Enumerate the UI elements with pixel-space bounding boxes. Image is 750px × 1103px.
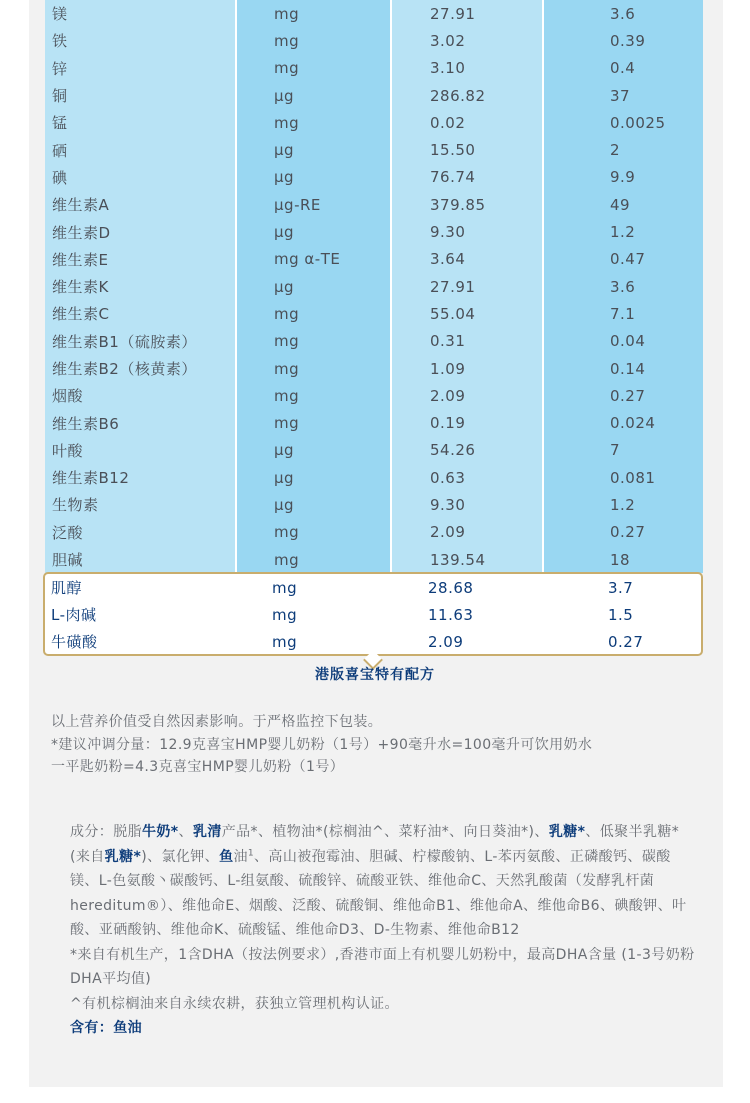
nutrient-unit: mg [272, 578, 298, 597]
nutrient-unit: mg [237, 27, 392, 54]
allergen-note: 含有：鱼油 [70, 1020, 142, 1036]
nutrition-notes [51, 711, 711, 779]
nutrient-unit: mg [237, 55, 392, 82]
nutrient-per-100g: 286.82 [392, 82, 544, 109]
nutrient-unit: μg [237, 437, 392, 464]
nutrient-per-100ml: 0.27 [544, 519, 703, 546]
note-line: *建议冲调分量：12.9克喜宝HMP婴儿奶粉（1号）+90毫升水=100毫升可饮用奶水 [51, 736, 593, 753]
nutrient-unit: mg [237, 546, 392, 573]
nutrient-name: 牛磺酸 [51, 633, 98, 651]
nutrient-per-100g: 3.64 [392, 246, 544, 273]
nutrient-name: 维生素A [45, 191, 237, 218]
nutrient-per-100ml: 0.4 [544, 55, 703, 82]
nutrient-per-100g: 27.91 [392, 273, 544, 300]
nutrient-per-100g: 2.09 [428, 632, 464, 651]
nutrient-per-100g: 55.04 [392, 300, 544, 327]
nutrient-per-100ml: 37 [544, 82, 703, 109]
nutrient-per-100ml: 3.6 [544, 273, 703, 300]
nutrient-unit: mg [237, 355, 392, 382]
nutrient-per-100g: 2.09 [392, 519, 544, 546]
nutrition-row [45, 491, 703, 518]
nutrient-per-100ml: 0.27 [608, 632, 644, 651]
nutrient-name: 生物素 [45, 491, 237, 518]
nutrient-per-100g: 15.50 [392, 136, 544, 163]
nutrient-name: 铁 [45, 27, 237, 54]
palm-oil-note: ^有机棕榈油来自永续农耕，获独立管理机构认证。 [70, 995, 399, 1012]
nutrient-per-100ml: 18 [544, 546, 703, 573]
special-row [45, 574, 701, 601]
note-line: 一平匙奶粉=4.3克喜宝HMP婴儿奶粉（1号） [51, 759, 345, 775]
nutrient-unit: mg [237, 382, 392, 409]
nutrition-row [45, 464, 703, 491]
organic-note: *来自有机生产，1含DHA（按法例要求）,香港市面上有机婴儿奶粉中，最高DHA含量 (1-3号奶粉DHA平均值) [70, 946, 695, 987]
nutrition-row [45, 382, 703, 409]
nutrition-row [45, 355, 703, 382]
nutrient-per-100g: 27.91 [392, 0, 544, 27]
nutrient-per-100g: 1.09 [392, 355, 544, 382]
nutrient-name: 镁 [45, 0, 237, 27]
nutrient-per-100ml: 0.39 [544, 27, 703, 54]
special-row [45, 601, 701, 628]
nutrition-row [45, 546, 703, 573]
nutrition-row [45, 409, 703, 436]
nutrient-per-100ml: 0.27 [544, 382, 703, 409]
nutrient-name: 硒 [45, 136, 237, 163]
nutrition-table [45, 0, 703, 573]
nutrition-row [45, 218, 703, 245]
nutrition-row [45, 519, 703, 546]
nutrient-per-100ml: 0.024 [544, 409, 703, 436]
nutrient-per-100g: 9.30 [392, 491, 544, 518]
nutrient-per-100g: 0.19 [392, 409, 544, 436]
special-formula-label: 港版喜宝特有配方 [315, 667, 435, 683]
ingredients-section [70, 820, 695, 1041]
nutrient-per-100ml: 1.5 [608, 605, 634, 624]
nutrient-name: 维生素B2（核黄素） [45, 355, 237, 382]
nutrient-unit: mg α-TE [237, 246, 392, 273]
nutrient-per-100ml: 1.2 [544, 218, 703, 245]
nutrition-row [45, 437, 703, 464]
nutrient-name: 肌醇 [51, 579, 83, 597]
nutrient-unit: μg [237, 491, 392, 518]
nutrient-unit: μg [237, 218, 392, 245]
nutrient-per-100g: 0.63 [392, 464, 544, 491]
nutrient-per-100ml: 7 [544, 437, 703, 464]
nutrient-per-100g: 2.09 [392, 382, 544, 409]
nutrient-per-100g: 379.85 [392, 191, 544, 218]
nutrient-per-100ml: 3.7 [608, 578, 634, 597]
nutrient-name: 维生素C [45, 300, 237, 327]
nutrient-name: 维生素D [45, 218, 237, 245]
nutrient-name: 锰 [45, 109, 237, 136]
nutrient-name: 胆碱 [45, 546, 237, 573]
nutrient-per-100g: 76.74 [392, 164, 544, 191]
nutrient-name: 泛酸 [45, 519, 237, 546]
nutrient-name: 铜 [45, 82, 237, 109]
nutrient-unit: mg [272, 605, 298, 624]
nutrient-unit: mg [237, 409, 392, 436]
nutrient-unit: mg [237, 519, 392, 546]
nutrient-name: 碘 [45, 164, 237, 191]
nutrient-name: 维生素K [45, 273, 237, 300]
nutrition-row [45, 82, 703, 109]
nutrition-row [45, 246, 703, 273]
nutrient-unit: mg [237, 300, 392, 327]
nutrition-row [45, 328, 703, 355]
nutrient-unit: μg [237, 164, 392, 191]
nutrient-per-100g: 9.30 [392, 218, 544, 245]
nutrient-per-100ml: 7.1 [544, 300, 703, 327]
nutrition-row [45, 191, 703, 218]
nutrient-per-100ml: 0.14 [544, 355, 703, 382]
nutrient-unit: mg [272, 632, 298, 651]
nutrient-unit: mg [237, 0, 392, 27]
nutrient-per-100g: 28.68 [428, 578, 474, 597]
nutrient-per-100ml: 0.04 [544, 328, 703, 355]
ingredients-list: 成分：脱脂牛奶*、乳清产品*、植物油*(棕榈油^、菜籽油*、向日葵油*)、乳糖*、低聚半乳糖*(来自乳糖*)、氯化钾、鱼油$^1$、高山被孢霉油、胆碱、柠檬酸钠、L-苯丙氨酸、正磷酸钙、碳酸镁、L-色氨酸丶碳酸钙、L-组氨酸、硫酸锌、硫酸亚铁、维他命C、天然乳酸菌（发酵乳杆菌hereditum®）、维他命E、烟酸、泛酸、硫酸铜、维他命B1、维他命A、维他命B6、碘酸钾、叶酸、亚硒酸钠、维他命K、硫酸锰、维他命D3、D-生物素、维他命B12 [70, 824, 687, 938]
nutrient-unit: mg [237, 109, 392, 136]
nutrition-row [45, 164, 703, 191]
nutrition-row [45, 109, 703, 136]
nutrient-name: 维生素B6 [45, 409, 237, 436]
nutrient-per-100ml: 0.081 [544, 464, 703, 491]
nutrient-name: 锌 [45, 55, 237, 82]
nutrient-unit: μg [237, 464, 392, 491]
nutrition-row [45, 136, 703, 163]
nutrient-per-100g: 0.31 [392, 328, 544, 355]
nutrient-name: 烟酸 [45, 382, 237, 409]
nutrition-row [45, 0, 703, 27]
nutrient-unit: mg [237, 328, 392, 355]
nutrient-per-100g: 139.54 [392, 546, 544, 573]
nutrient-name: 维生素E [45, 246, 237, 273]
nutrient-per-100g: 11.63 [428, 605, 474, 624]
nutrient-per-100g: 3.10 [392, 55, 544, 82]
nutrition-row [45, 300, 703, 327]
nutrient-per-100ml: 49 [544, 191, 703, 218]
nutrient-per-100ml: 2 [544, 136, 703, 163]
nutrient-per-100ml: 9.9 [544, 164, 703, 191]
nutrient-unit: μg [237, 273, 392, 300]
nutrient-unit: μg [237, 82, 392, 109]
nutrient-name: 叶酸 [45, 437, 237, 464]
nutrient-per-100ml: 0.0025 [544, 109, 703, 136]
nutrition-row [45, 273, 703, 300]
nutrient-per-100g: 3.02 [392, 27, 544, 54]
nutrient-name: 维生素B1（硫胺素） [45, 328, 237, 355]
nutrient-per-100ml: 0.47 [544, 246, 703, 273]
nutrient-name: L-肉碱 [51, 606, 97, 624]
nutrition-row [45, 55, 703, 82]
special-formula-box [43, 572, 703, 656]
nutrient-per-100ml: 3.6 [544, 0, 703, 27]
nutrient-unit: μg [237, 136, 392, 163]
nutrient-per-100g: 54.26 [392, 437, 544, 464]
nutrient-name: 维生素B12 [45, 464, 237, 491]
note-line: 以上营养价值受自然因素影响。于严格监控下包装。 [51, 714, 383, 730]
nutrient-per-100g: 0.02 [392, 109, 544, 136]
nutrient-per-100ml: 1.2 [544, 491, 703, 518]
nutrient-unit: μg-RE [237, 191, 392, 218]
nutrition-row [45, 27, 703, 54]
